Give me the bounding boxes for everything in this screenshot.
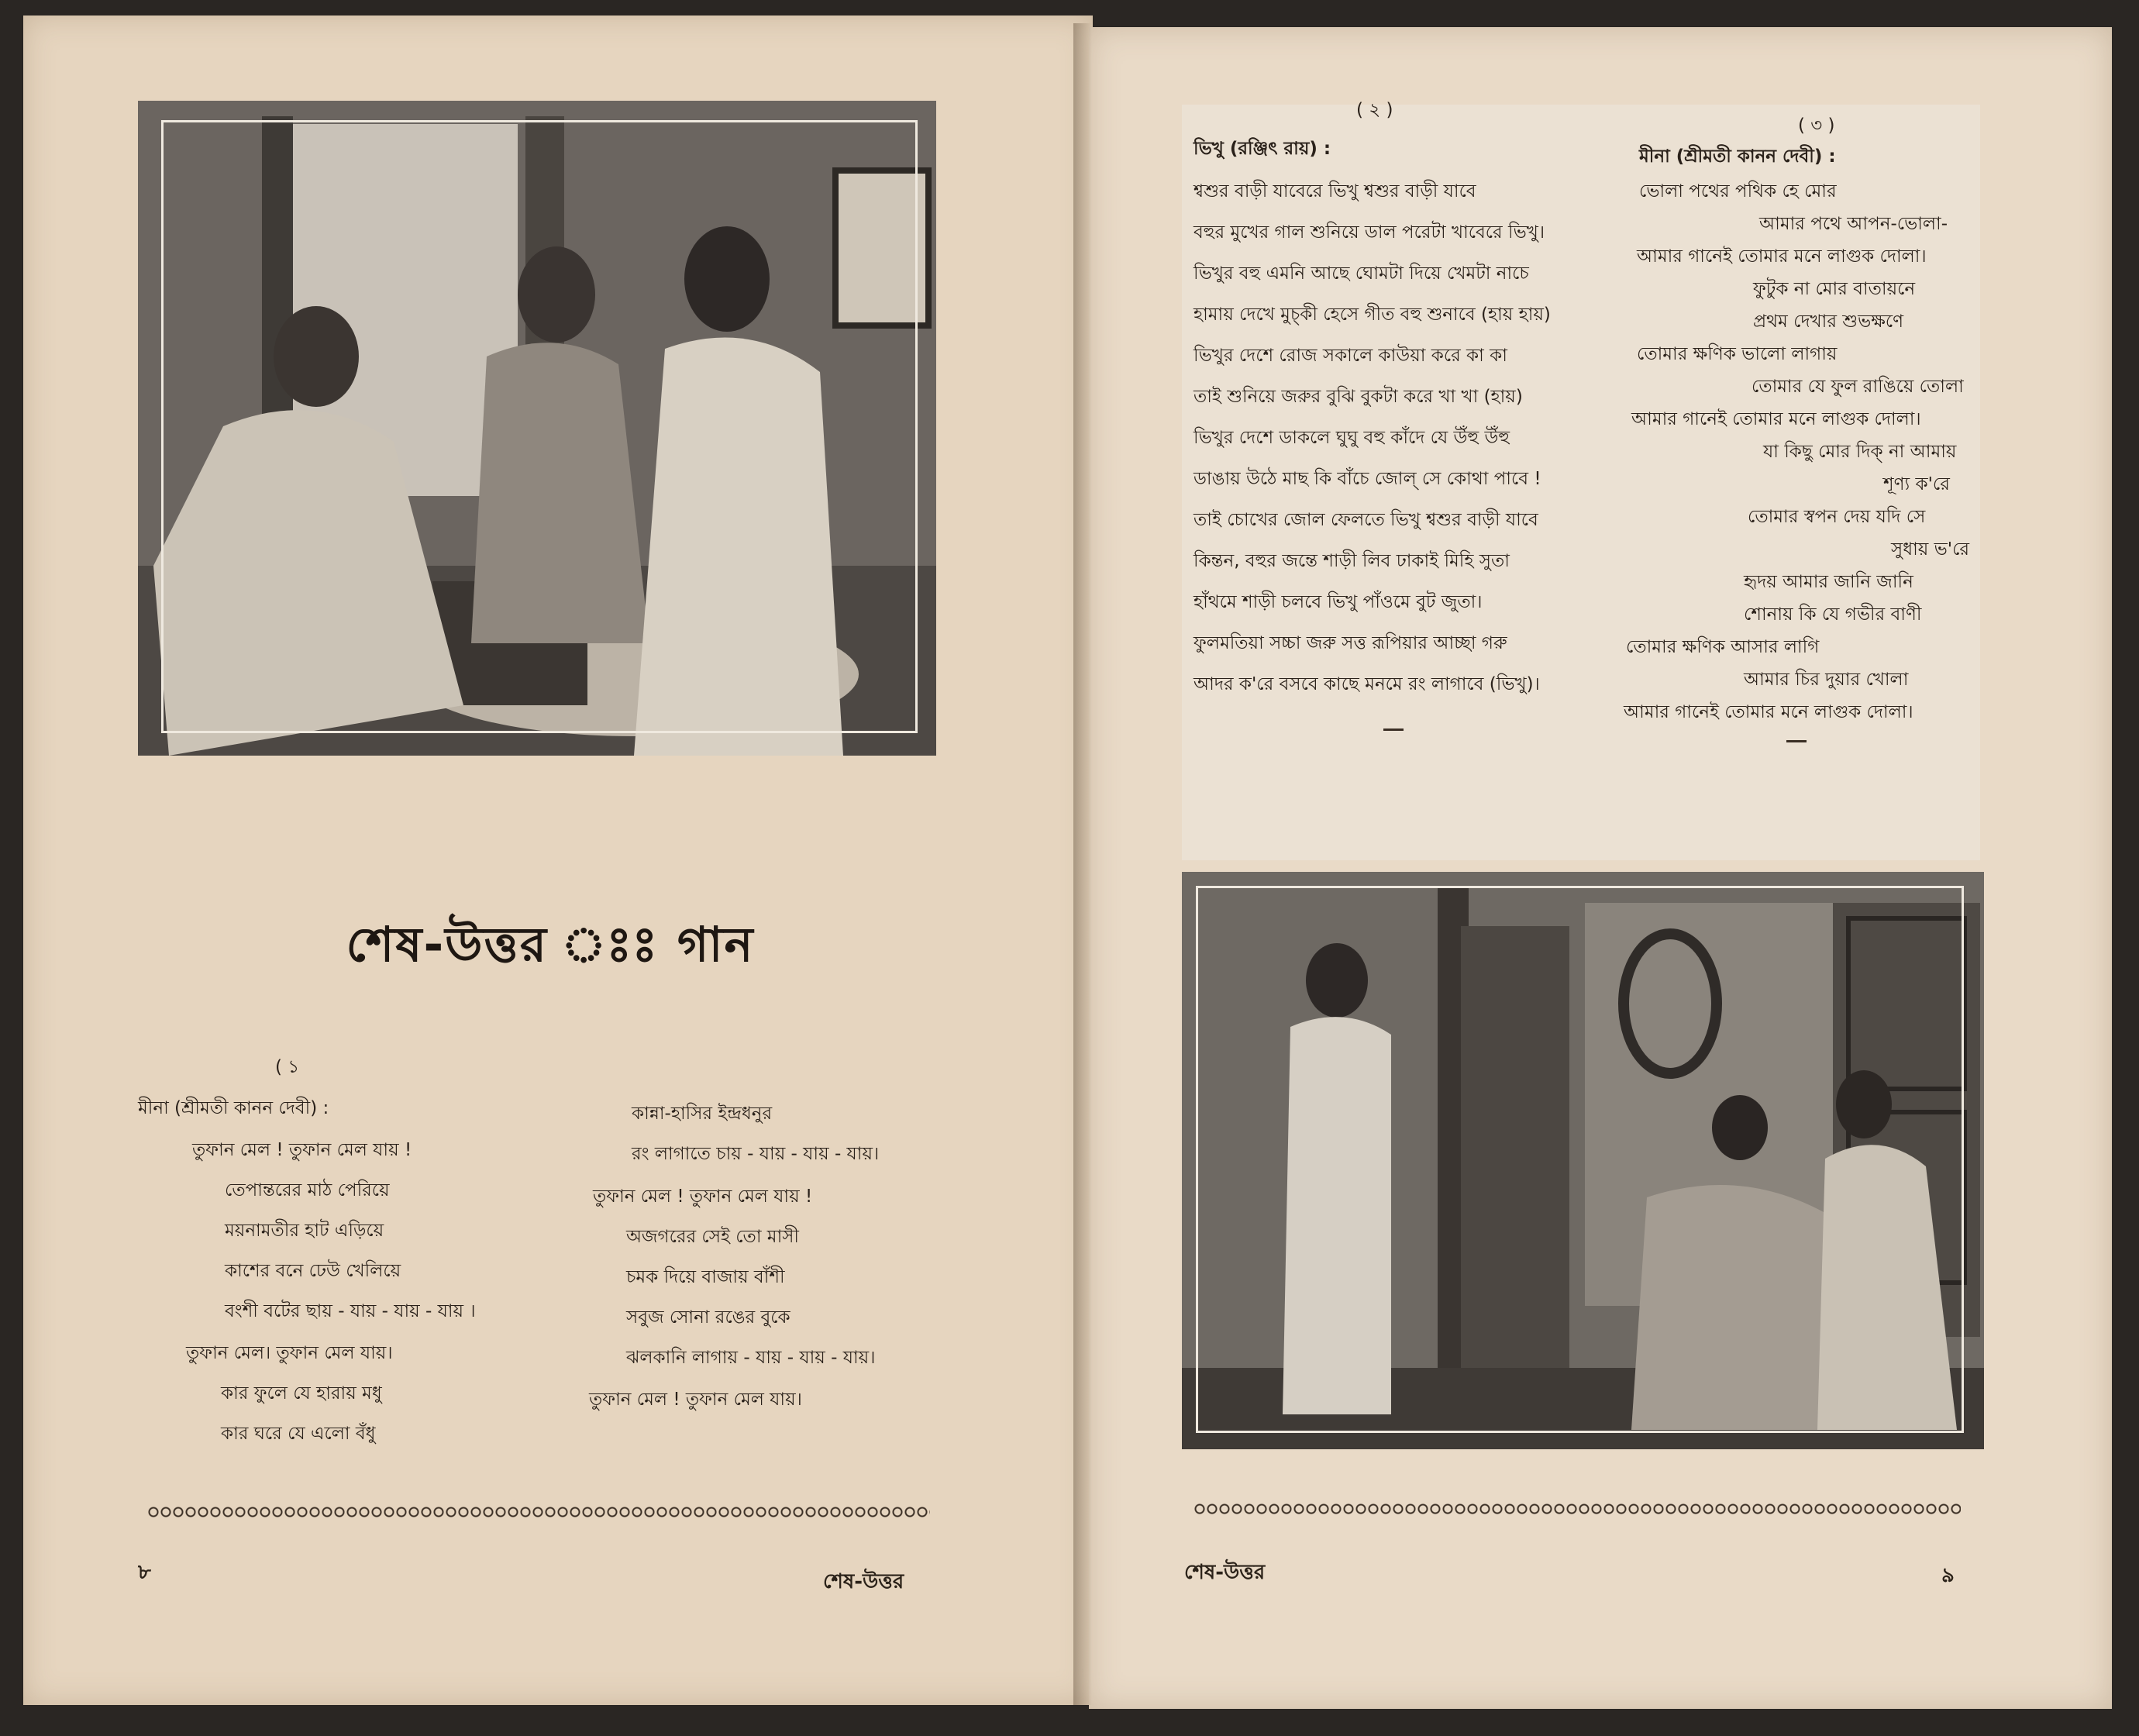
lyric-line: আমার চির দুয়ার খোলা — [1744, 670, 1909, 690]
lyric-line: ডাঙায় উঠে মাছ কি বাঁচে জোল্‌ সে কোথা পাবে ! — [1194, 469, 1541, 489]
lyric-line: কিন্তন, বহুর জন্তে শাড়ী লিব ঢাকাই মিহি সুতা — [1194, 551, 1510, 571]
lyric-line: তাই চোখের জোল ফেলতে ভিখু শ্বশুর বাড়ী যাবে — [1194, 510, 1538, 530]
lyric-line: চমক দিয়ে বাজায় বাঁশী — [626, 1267, 785, 1287]
song-section-title: শেষ-উত্তর ঃঃ গান — [346, 916, 755, 973]
lyric-line: বংশী বটের ছায় - যায় - যায় - যায় । — [225, 1301, 476, 1321]
lyric-line: কার ঘরে যে এলো বঁধু — [221, 1424, 376, 1444]
song-1-number: ( ১ — [275, 1057, 300, 1077]
ornamental-border-right — [1194, 1502, 1961, 1516]
song-3-number: ( ৩ ) — [1798, 115, 1835, 136]
lyric-line: তুফান মেল। তুফান মেল যায়। — [186, 1343, 393, 1363]
lyric-line: কার ফুলে যে হারায় মধু — [221, 1383, 382, 1404]
song-1-singer: মীনা (শ্রীমতী কানন দেবী) : — [138, 1098, 329, 1118]
song-3-singer: মীনা (শ্রীমতী কানন দেবী) : — [1639, 146, 1836, 167]
lyric-line: ভিখুর দেশে ডাকলে ঘুঘু বহু কাঁদে যে উঁহু উঁহু — [1194, 428, 1510, 448]
running-title-left: শেষ-উত্তর — [823, 1570, 904, 1593]
lyric-line: তেপান্তরের মাঠ পেরিয়ে — [225, 1180, 390, 1200]
lyric-line: ঝলকানি লাগায় - যায় - যায় - যায়। — [626, 1348, 876, 1368]
lyric-line: হামায় দেখে মুচ্‌কী হেসে গীত বহু শুনাবে (হায় হায়) — [1194, 305, 1551, 325]
page-number-right: ৯ — [1941, 1564, 1955, 1587]
lyric-line: বহুর মুখের গাল শুনিয়ে ডাল পরেটা খাবেরে ভিখু। — [1194, 222, 1545, 243]
lyric-line: সুধায় ভ'রে — [1891, 539, 1970, 560]
lyric-line: ফুটুক না মোর বাতায়নে — [1753, 279, 1916, 299]
lyric-line: আমার গানেই তোমার মনে লাগুক দোলা। — [1637, 246, 1927, 267]
lyric-line: শূণ্য ক'রে — [1883, 474, 1950, 494]
lyric-line: তুফান মেল ! তুফান মেল যায়। — [589, 1390, 802, 1410]
lyric-line: আমার পথে আপন-ভোলা- — [1759, 214, 1948, 234]
lyric-line: শোনায় কি যে গভীর বাণী — [1744, 604, 1922, 625]
book-gutter — [1073, 23, 1104, 1705]
section-end-dash — [1786, 740, 1807, 742]
section-end-dash — [1383, 728, 1404, 731]
lyric-line: যা কিছু মোর দিক্‌ না আমায় — [1763, 442, 1957, 462]
film-still-photo-right — [1182, 872, 1984, 1449]
lyric-line: অজগরের সেই তো মাসী — [626, 1227, 800, 1247]
lyric-line: হাঁথমে শাড়ী চলবে ভিখু পাঁওমে বুট জুতা। — [1194, 592, 1483, 612]
lyric-line: কান্না-হাসির ইন্দ্রধনুর — [632, 1104, 773, 1124]
lyric-line: তোমার ক্ষণিক ভালো লাগায় — [1637, 344, 1838, 364]
running-title-right: শেষ-উত্তর — [1184, 1561, 1266, 1584]
lyric-line: আমার গানেই তোমার মনে লাগুক দোলা। — [1624, 702, 1913, 722]
lyric-line: ভিখুর দেশে রোজ সকালে কাউয়া করে কা কা — [1194, 346, 1507, 366]
page-number-left: ৮ — [138, 1561, 151, 1584]
lyric-line: তাই শুনিয়ে জরুর বুঝি বুকটা করে খা খা (হায়) — [1194, 387, 1523, 407]
lyric-line: তুফান মেল ! তুফান মেল যায় ! — [593, 1187, 813, 1207]
lyric-line: শ্বশুর বাড়ী যাবেরে ভিখু শ্বশুর বাড়ী যাবে — [1194, 181, 1476, 202]
lyric-line: ফুলমতিয়া সচ্চা জরু সত্ত রূপিয়ার আচ্ছা গরু — [1194, 633, 1507, 653]
lyric-line: সবুজ সোনা রঙের বুকে — [626, 1307, 790, 1328]
lyric-line: তোমার স্বপন দেয় যদি সে — [1748, 507, 1926, 527]
film-still-photo-left — [138, 101, 936, 756]
song-2-singer: ভিখু (রঞ্জিৎ রায়) : — [1194, 139, 1331, 159]
lyric-line: রং লাগাতে চায় - যায় - যায় - যায়। — [632, 1144, 880, 1164]
lyric-line: ভোলা পথের পথিক হে মোর — [1639, 181, 1837, 202]
lyric-line: তুফান মেল ! তুফান মেল যায় ! — [192, 1140, 412, 1160]
lyric-line: হৃদয় আমার জানি জানি — [1744, 572, 1913, 592]
lyric-line: কাশের বনে ঢেউ খেলিয়ে — [225, 1261, 401, 1281]
lyric-line: তোমার ক্ষণিক আসার লাগি — [1626, 637, 1820, 657]
lyric-line: ময়নামতীর হাট এড়িয়ে — [225, 1221, 384, 1241]
lyric-line: তোমার যে ফুল রাঙিয়ে তোলা — [1752, 377, 1964, 397]
lyric-line: আদর ক'রে বসবে কাছে মনমে রং লাগাবে (ভিখু)। — [1194, 674, 1540, 694]
lyric-line: ভিখুর বহু এমনি আছে ঘোমটা দিয়ে খেমটা নাচে — [1194, 264, 1529, 284]
lyric-line: প্রথম দেখার শুভক্ষণে — [1753, 312, 1904, 332]
ornamental-border-left — [147, 1505, 930, 1519]
song-2-number: ( ২ ) — [1356, 100, 1393, 120]
lyric-line: আমার গানেই তোমার মনে লাগুক দোলা। — [1631, 409, 1921, 429]
